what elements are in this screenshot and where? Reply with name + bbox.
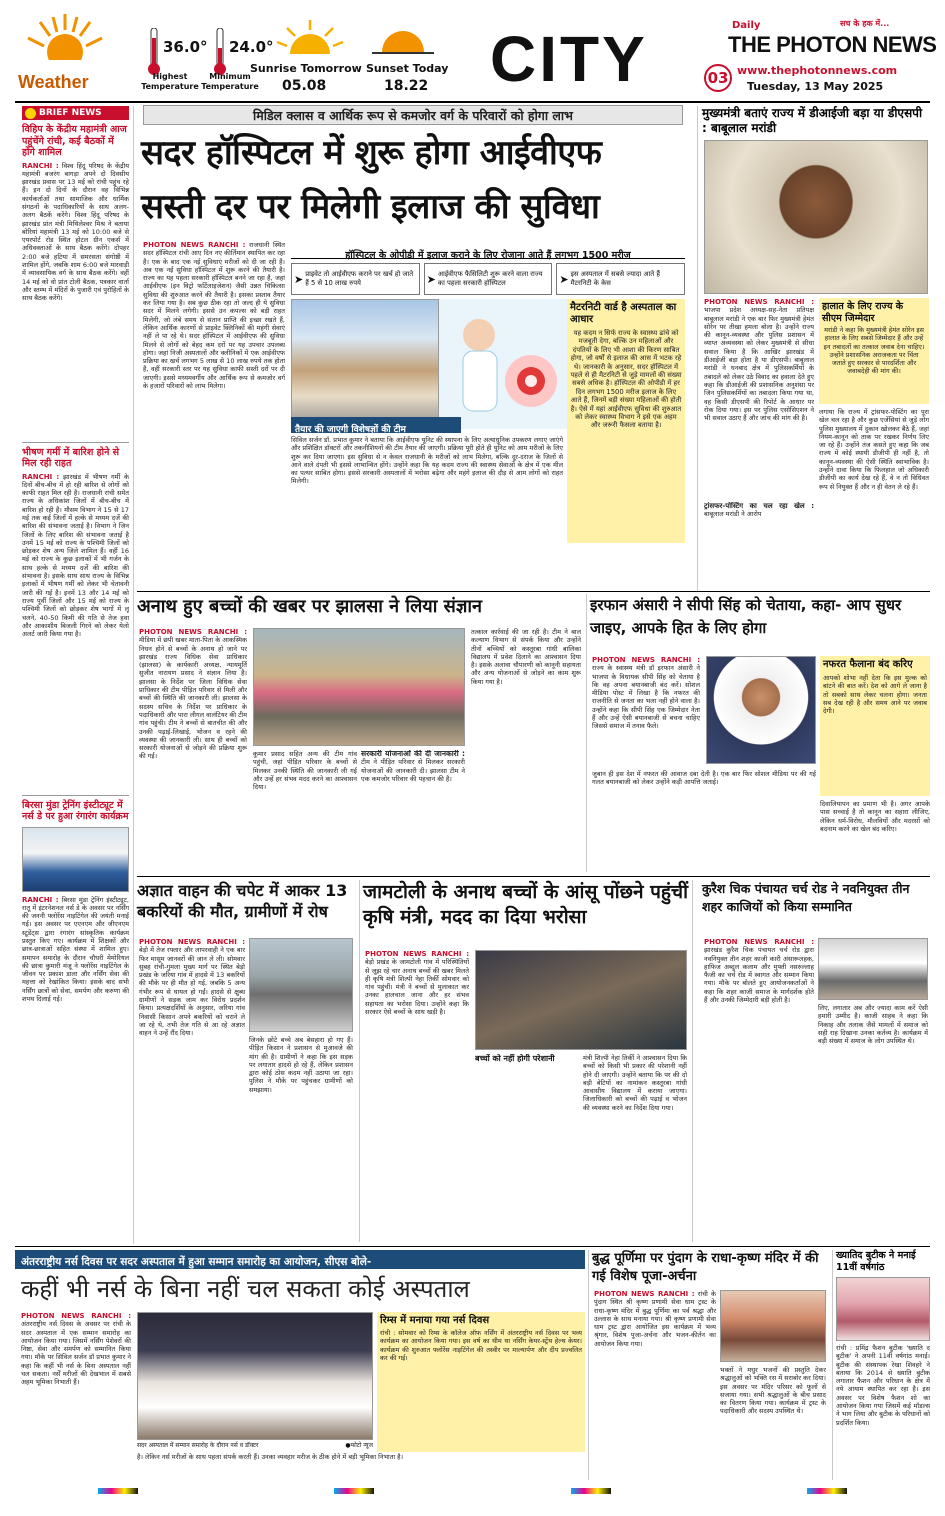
- goat-story: [137, 880, 355, 1242]
- lead-point: [291, 263, 420, 295]
- cm-callout: [819, 298, 929, 404]
- irfan-callout-head: नफरत फैलाना बंद करिए: [823, 659, 913, 670]
- kurrish-story: [702, 880, 930, 1242]
- section-divider: [137, 876, 930, 877]
- column-divider: [586, 594, 587, 872]
- lead-point-text: आईवीएफ फैसिलिटी शुरू करने वाला राज्य का पहला सरकारी हॉस्पिटल: [437, 270, 543, 287]
- lead-byline: PHOTON NEWS RANCHI :: [143, 241, 246, 249]
- registration-dot: [807, 1488, 847, 1494]
- rims-head: रिम्स में मनाया गया नर्स दिवस: [380, 1315, 490, 1326]
- boutique-photo: [836, 1277, 930, 1341]
- jamtoli-headline: जामटोली के अनाथ बच्चों के आंसू पोंछने पहुंचीं कृषि मंत्री, मदद का दिया भरोसा: [363, 881, 688, 928]
- thermometer-min-icon: [214, 28, 226, 76]
- rims-box: [377, 1312, 585, 1452]
- column-divider: [588, 1250, 589, 1480]
- jamtoli-sub: [475, 1054, 579, 1238]
- buddha-body-2: भक्तों ने मधुर भजनों की प्रस्तुति देकर श्रद्धालुओं को भक्ति रस में सराबोर कर दिया। इस अवसर पर मंदिर परिसर को फूलों से सजाया गया। सभी श्रद्धालुओं के बीच प्रसाद का वितरण किया गया। कार्यक्रम में ट्रस्ट के पदाधिकारी और सदस्य उपस्थित थे।: [720, 1366, 826, 1416]
- lead-story: [137, 103, 690, 590]
- goat-body-text: बेड़ो में तेज रफ्तार और लापरवाही ने एक बार फिर मासूम जानवरों की जान ले ली। सोमवार सुबह रांची-गुमला मुख्य मार्ग पर स्थित बेड़ो प्रखंड के जरिया गांव में हादसे में 13 बकरियों की मौके पर ही मौत हो गई, जबकि 5 अन्य गंभीर रूप से घायल हो गईं। हादसे से क्षुब्ध ग्रामीणों ने सड़क जाम कर विरोध प्रदर्शन किया। प्रत्यक्षदर्शियों के अनुसार, जरिया गांव निवासी किसान अपने बकरियों को चराने ले जा रहे थे, तभी तेज गति से आ रहे अज्ञात वाहन ने उन्हें रौंद दिया।: [139, 946, 245, 1038]
- irfan-story: [590, 594, 930, 872]
- orphan-body-text: मीडिया में छपी खबर माता-पिता के आकस्मिक निधन होने से बच्चों के अनाथ हो जाने पर झारखंड राज्य विधिक सेवा प्राधिकार (झालसा) के कार्यकारी अध्यक्ष, न्यायमूर्ति सुजीत नारायण प्रसाद ने संज्ञान लिया है। झालसा के निर्देश पर जिला विधिक सेवा प्राधिकार की टीम पीड़ित परिवार से मिली और बच्चों की स्थिति की जानकारी ली। झालसा के सदस्य सचिव के निर्देश पर प्राधिकार के पदाधिकारी और पारा लीगल वालंटियर की टीम गांव पहुंची। टीम ने बच्चों से बातचीत की और उनकी पढ़ाई-लिखाई, भोजन व रहने की व्यवस्था की जानकारी ली। साथ ही बच्चों को सरकारी योजनाओं से जोड़ने की प्रक्रिया शुरू की गई।: [139, 636, 247, 761]
- min-temp-label: Minimum Temperature: [201, 72, 259, 91]
- nurse-headline: कहीं भी नर्स के बिना नहीं चल सकता कोई अस्पताल: [21, 1275, 470, 1303]
- goat-headline: अज्ञात वाहन की चपेट में आकर 13 बकरियों की मौत, ग्रामीणों में रोष: [137, 881, 348, 921]
- maternity-text: यह कदम न सिर्फ राज्य के स्वास्थ्य ढांचे को मजबूती देगा, बल्कि उन महिलाओं और दंपतियों के लिए भी आशा की किरण साबित होगा, जो वर्षों से इलाज की आस में भटक रहे थे। जानकारी के अनुसार, सदर हॉस्पिटल में पहले से ही मैटरनिटी से जुड़े मामलों की संख्या सबसे अधिक है। हॉस्पिटल की ओपीडी में हर दिन लगभग 1500 मरीज इलाज के लिए आते हैं, जिनमें बड़ी संख्या महिलाओं की होती है। ऐसे में यहां आईवीएफ सुविधा की शुरुआत को लेकर स्वास्थ्य विभाग ने इसे एक अहम और जरूरी फैसला बताया है।: [570, 329, 682, 430]
- lead-point: [556, 263, 685, 295]
- brief-headline: विहिप के केंद्रीय महामंत्री आज पहुंचेंगे रांची, कई बैठकों में होंगे शामिल: [22, 124, 127, 158]
- cm-headline: मुख्यमंत्री बताएं राज्य में डीआईजी बड़ा या डीएसपी : बाबूलाल मरांडी: [702, 106, 923, 135]
- daily-label: Daily: [732, 20, 761, 31]
- lead-body-text: राजधानी स्थित सदर हॉस्पिटल रांची आए दिन नए कीर्तिमान स्थापित कर रहा है। एक के बाद एक नई सुविधाएं मरीजों को दी जा रही हैं। अब एक नई सुविधा हॉस्पिटल में शुरू करने की तैयारी है। राज्य का यह पहला सरकारी हॉस्पिटल बनने जा रहा है, जहां आईवीएफ (इन विट्रो फर्टिलाइजेशन) जैसी उन्नत चिकित्सा सुविधा की शुरुआत करने की तैयारी है। इसका प्रस्ताव तैयार कर लिया गया है। सब कुछ ठीक रहा तो जल्द ही ये सुविधा सदर में मिलने लगेगी। इससे उन कपल्स को बड़ी राहत मिलेगी, जो लंबे समय से संतान प्राप्ति की इच्छा रखते हैं, लेकिन आर्थिक कारणों से प्राइवेट क्लिनिकों की महंगी सेवाएं नहीं ले पा रहे थे। सदर हॉस्पिटल में आईवीएफ की सुविधा मिलने से लोगों को बेहद कम दरों पर यह उपचार उपलब्ध होगा। जहां निजी अस्पतालों और क्लीनिकों में एक आईवीएफ प्रक्रिया का खर्च लगभग 5 लाख से 10 लाख रुपये तक होता है, वहीं सरकारी स्तर पर यह सुविधा काफी सस्ती दरों पर दी जाएगी। इससे मध्यमवर्गीय और आर्थिक रूप से कमजोर वर्ग के हजारों परिवारों को लाभ मिलेगा।: [143, 241, 285, 391]
- buddha-body: [594, 1290, 716, 1480]
- jamtoli-photo: [475, 950, 687, 1050]
- brief-text: विश्व हिंदू परिषद के केंद्रीय महामंत्री बजरंग बागड़ा अपने दो दिवसीय झारखंड प्रवास पर 13 मई को रांची पहुंच रहे हैं। इन दो दिनों के दौरान वह विभिन्न कार्यकर्ताओं तथा सामाजिक और धार्मिक संगठनों के पदाधिकारियों के साथ अलग-अलग बैठकें करेंगे। विश्व हिंदू परिषद के झारखंड प्रांत मंत्री मिथिलेश्वर मिश्र ने बताया बोरियां महामंत्री 13 मई को 10:00 बजे से एयरपोर्ट रोड स्थित होटल ग्रीन एकर्स में अधिवक्ताओं के साथ बैठक करेंगे। दोपहर 2:00 बजे हटिया में समरसता संगोष्ठी में शामिल होंगे, जबकि शाम 6:00 बजे मारवाड़ी में व्यावसायिक वर्ग के साथ बैठक करेंगे। वहीं 14 मई को वो प्रांत टोली बैठक, पत्रकार वार्ता और स्तम्भ में मंदिरों के पुजारी एवं पुरोहितों के साथ बैठक करेंगे।: [22, 161, 129, 303]
- thermometer-high-icon: [148, 28, 160, 76]
- cm-body: [704, 298, 814, 498]
- orphan-photo: [253, 628, 465, 746]
- section-title: CITY: [490, 23, 648, 95]
- kurrish-body-text: झारखंड कुरैश चिक पंचायत चर्च रोड द्वारा नवनियुक्त तीन शहर काजी कारी अंसारूलहक, हाफिज अब्दुल कलाम और मुफ्ती नसरुल्लाह फैजी का चर्च रोड में स्वागत और सम्मान किया गया। मौके पर बोलते हुए आयोजनकर्ताओं ने कहा कि शहर काजी समाज के मार्गदर्शक होते हैं और उनकी जिम्मेदारी बड़ी होती है।: [704, 946, 814, 1005]
- highest-temp-label: Highest Temperature: [141, 72, 199, 91]
- irfan-headline: इरफान अंसारी ने सीपी सिंह को चेताया, कहा- आप सुधर जाइए, आपके हित के लिए होगा: [590, 596, 902, 637]
- boutique-story: [836, 1250, 930, 1480]
- brief-item-3: [22, 795, 129, 1156]
- goat-body-2: जिनके छोटे बच्चे अब बेसहारा हो गए हैं। पीड़ित किसान ने प्रशासन से मुआवजे की मांग की है। ग्रामीणों ने कहा कि इस सड़क पर लगातार हादसे हो रहे हैं, लेकिन प्रशासन द्वारा कोई ठोस कदम नहीं उठाया जा रहा। पुलिस ने मौके पर पहुंचकर ग्रामीणों को समझाया।: [249, 1036, 353, 1094]
- nurse-caption-left: सदर अस्पताल में सम्मान समारोह के दौरान नर्स व डॉक्टर: [137, 1442, 259, 1449]
- column-divider: [133, 106, 134, 1244]
- nurse-body-2: है। लेकिन नर्स मरीजों के साथ पहला संपर्क करती हैं। उनका व्यवहार मरीज के ठीक होने में बड़ी भूमिका निभाता है।: [137, 1453, 404, 1461]
- cm-body-2: लगाया कि राज्य में ट्रांसफर-पोस्टिंग का पूरा खेल चल रहा है और कुछ एजेंसियां से जुड़े लोग पुलिस मुख्यालय में दुकान खोलकर बैठे हैं, जहां नियम-कानून को ताक पर रखकर निर्णय लिए जा रहे हैं। उन्होंने तंज कसते हुए कहा कि जब राज्य में कोई स्थायी डीजीपी ही नहीं है, तो कानून-व्यवस्था की ऐसी स्थिति स्वाभाविक है। उन्होंने दावा किया कि फिलहाल जो अधिकारी डीजीपी का कार्य देख रहे हैं, वे न तो विधिवत रूप से नियुक्त हैं और न ही वेतन ले रहे हैं।: [819, 408, 929, 491]
- team-bar: [291, 417, 461, 433]
- irfan-callout-text: आपको शोभा नहीं देता कि इस मुल्क को बांटने की बात करें। देश को आगे ले जाना है तो सबको साथ लेकर चलना होगा। जनता सब देख रही है और समय आने पर जवाब देगी।: [823, 674, 927, 716]
- jamtoli-body-text: बेड़ो प्रखंड के जामटोली गांव में परिस्थितियों से जूझ रहे चार अनाथ बच्चों की खबर मिलते ही कृषि मंत्री शिल्पी नेहा तिर्की सोमवार को गांव पहुंचीं। मंत्री ने बच्चों से मुलाकात कर उनका हालचाल जाना और हर संभव सहायता का भरोसा दिया। उन्होंने कहा कि सरकार ऐसे बच्चों के साथ खड़ी है।: [365, 958, 469, 1017]
- orphan-body: [139, 628, 247, 872]
- irfan-body-text: राज्य के स्वास्थ्य मंत्री डॉ इरफान अंसारी ने भाजपा के विधायक सीपी सिंह को चेताया है कि वह अपना बयानबाजी बंद करें। सोशल मीडिया पोस्ट में लिखा है कि नफरत की राजनीति से जनता का भला नहीं होने वाला है। उन्होंने कहा कि सीपी सिंह एक जिम्मेदार नेता हैं और उन्हें ऐसी बयानबाजी से बचना चाहिए जिससे समाज में तनाव फैले।: [592, 664, 700, 731]
- website-url[interactable]: www.thephotonnews.com: [737, 64, 898, 77]
- marandi-photo: [704, 140, 928, 294]
- column-divider: [692, 880, 693, 1242]
- buddha-photo: [720, 1290, 826, 1362]
- column-divider: [832, 1250, 833, 1480]
- orphan-body-2: कुमार प्रसाद सहित अन्य की टीम गांव पहुंची, जहां पीड़ित परिवार के बच्चों से मिलकर उनकी स्थिति की जानकारी ली गई और उन्हें हर संभव मदद करने का आश्वासन दिया।: [253, 750, 357, 792]
- column-divider: [359, 880, 360, 1242]
- buddha-story: [592, 1250, 828, 1480]
- arrow-icon: ➤: [559, 272, 569, 286]
- cm-callout-text: मरांडी ने कहा कि मुख्यमंत्री हेमंत सोरेन इस हालात के लिए सबसे जिम्मेदार हैं और उन्हें इन तबादलों का तत्काल जवाब देना चाहिए। उन्होंने प्रशासनिक अराजकता पर चिंता जताते हुए सरकार से पारदर्शिता और जवाबदेही की मांग की।: [823, 326, 925, 376]
- buddha-byline: PHOTON NEWS RANCHI :: [594, 1290, 695, 1298]
- sunset-time: 18.22: [384, 78, 429, 94]
- sunrise-icon: [275, 20, 345, 56]
- team-bar-text: तैयार की जाएगी विशेषज्ञों की टीम: [295, 425, 406, 435]
- nurse-illustration: [439, 299, 567, 429]
- brief-news-label: BRIEF NEWS: [39, 108, 102, 118]
- kurrish-photo: [818, 938, 928, 1000]
- orphan-story: [137, 594, 582, 872]
- tagline: सच के हक में...: [840, 19, 890, 28]
- irfan-body-2: जुबान ही इस देश में नफरत की आवाज दबा देती है। एक बार फिर सोशल मीडिया पर की गई गलत बयानबाजी को लेकर उन्होंने कड़ी आपत्ति जताई।: [592, 770, 816, 787]
- irfan-callout: [820, 656, 930, 796]
- paper-name: THE PHOTON NEWS: [728, 32, 937, 57]
- rims-text: रांची : सोमवार को रिम्स के कॉलेज ऑफ नर्सिंग में अंतरराष्ट्रीय नर्स दिवस पर भव्य कार्यक्रम का आयोजन किया गया। इस वर्ष का थीम था नर्सिंग केयर-स्ट्रेंथ हेल्थ केयर। कार्यक्रम की शुरुआत फ्लोरेंस नाइटिंगेल की तस्वीर पर माल्यार्पण और दीप प्रज्वलित कर की गई।: [380, 1329, 582, 1362]
- maternity-box: [567, 299, 685, 543]
- goat-photo: [249, 938, 353, 1032]
- brief-headline: बिरसा मुंडा ट्रेनिंग इंस्टीट्यूट में नर्स डे पर हुआ रंगारंग कार्यक्रम: [22, 799, 129, 822]
- goat-byline: PHOTON NEWS RANCHI :: [139, 938, 245, 946]
- lead-sub-bar: [291, 243, 685, 259]
- arrow-icon: ➤: [294, 272, 304, 286]
- team-text: सिविल सर्जन डॉ. प्रभात कुमार ने बताया कि आईवीएफ यूनिट की स्थापना के लिए अत्याधुनिक उपकरण लगाए जाएंगे और प्रशिक्षित डॉक्टरों और तकनीशियनों की टीम तैयार की जाएगी। प्रक्रिया पूरी होते ही यूनिट को आम मरीजों के लिए शुरू कर दिया जाएगा। इस सुविधा से न केवल राजधानी के मरीजों को लाभ मिलेगा, बल्कि दूर-दराज के जिलों से आने वाले दंपती भी इससे लाभान्वित होंगे। उन्होंने कहा कि यह कदम राज्य की स्वास्थ्य सेवाओं के क्षेत्र में एक मील का पत्थर साबित होगा। इससे सरकारी अस्पतालों में भरोसा बढ़ेगा और महंगे इलाज की दौड़ से आम लोगों को राहत मिलेगी।: [291, 436, 563, 486]
- boutique-body: रांची : प्रमिंद्र फैशन बुटीक 'ख्याति द बुटीक' ने अपनी 11वीं वर्षगांठ मनाई। बुटीक की संस्थापक रेखा शिवहरे ने बताया कि 2014 से ख्याति बुटीक लगातार फैशन और परिधान के क्षेत्र में नये आयाम स्थापित कर रहा है। इस अवसर पर विशेष फैशन शो का आयोजन किया गया जिसमें कई मॉडल्स ने भाग लिया और बुटीक के परिधानों को प्रदर्शित किया।: [836, 1344, 930, 1427]
- brief-item-1: [22, 124, 129, 436]
- orphan-scheme: [361, 750, 465, 872]
- nurse-body: [21, 1312, 131, 1480]
- irfan-byline: PHOTON NEWS RANCHI :: [592, 656, 700, 664]
- lead-sub-bar-text: हॉस्पिटल के ओपीडी में इलाज कराने के लिए रोजाना आते हैं लगभग 1500 मरीज: [345, 250, 631, 261]
- lead-headline-2: सस्ती दर पर मिलेगी इलाज की सुविधा: [141, 187, 600, 227]
- nurse-body-text: अंतरराष्ट्रीय नर्स दिवस के अवसर पर रांची के सदर अस्पताल में एक सम्मान समारोह का आयोजन किया गया। जिसमें नर्सिंग पेशेवरों की निष्ठा, सेवा और समर्पण को सम्मानित किया गया। मौके पर सिविल सर्जन डॉ प्रभात कुमार ने कहा कि कहीं भी नर्स के बिना अस्पताल नहीं चल सकता। नर्सें मरीजों की देखभाल में सबसे अहम भूमिका निभाती हैं।: [21, 1320, 131, 1387]
- lead-kicker-text: मिडिल क्लास व आर्थिक रूप से कमजोर वर्ग के परिवारों को होगा लाभ: [253, 107, 573, 123]
- irfan-body: [592, 656, 700, 764]
- lead-points: [291, 263, 685, 295]
- cm-body-text: भाजपा प्रदेश अध्यक्ष-सह-नेता प्रतिपक्ष बाबूलाल मरांडी ने एक बार फिर मुख्यमंत्री हेमंत सोरेन पर तीखा हमला बोला है। उन्होंने राज्य की कानून-व्यवस्था और पुलिस प्रशासन में व्याप्त अव्यवस्था को लेकर मुख्यमंत्री से सीधा सवाल किया है कि आखिर झारखंड में डीआईजी बड़ा होता है या डीएसपी। बाबूलाल मरांडी ने धनबाद क्षेत्र में पुलिसकर्मियों के तबादले को लेकर उठे विवाद का हवाला देते हुए कहा कि डीआईजी की प्रशासनिक अनुशंसा पर जिन पुलिसकर्मियों का तबादला किया गया था, वह किसी डीएसपी की रिपोर्ट के आधार पर रोक दिया गया। इस पर पुलिस एसोसिएशन ने भी सवाल उठाए हैं और जांच की मांग की है।: [704, 306, 814, 423]
- weather-sun-icon: [20, 8, 110, 60]
- section-divider: [137, 591, 930, 592]
- maternity-head: मैटरनिटी वार्ड है अस्पताल का आधार: [570, 302, 677, 325]
- hospital-photo: [291, 299, 439, 429]
- page-number: [704, 64, 732, 92]
- jamtoli-body: [365, 950, 469, 1238]
- brief-dateline: RANCHI :: [22, 161, 59, 170]
- highest-temp: 36.0°: [163, 38, 208, 56]
- lead-body: [143, 241, 285, 586]
- page-number-text: 03: [707, 69, 729, 87]
- sunset-label: Sunset Today: [366, 62, 449, 75]
- column-divider: [697, 106, 698, 591]
- orphan-body-3: तत्काल कार्रवाई की जा रही है। टीम ने बाल कल्याण विभाग से संपर्क किया और उन्होंने तीनों बच्चियों को कस्तूरबा गांधी बालिका विद्यालय में प्रवेश दिलाने का आश्वासन दिया है। इसके अलावा चौपारणी को कानूनी सहायता और अन्य योजनाओं से जोड़ने का काम शुरू किया गया है।: [471, 628, 581, 686]
- cm-sub: [704, 502, 814, 536]
- orphan-byline: PHOTON NEWS RANCHI :: [139, 628, 247, 636]
- print-registration-bar: [0, 1484, 945, 1498]
- brief-body: [22, 896, 129, 1156]
- nurse-photo: [137, 1312, 373, 1440]
- buddha-headline: बुद्ध पूर्णिमा पर पुंदाग के राधा-कृष्ण मंदिर में की गई विशेष पूजा-अर्चना: [592, 1251, 819, 1284]
- sunrise-label: Sunrise Tomorrow: [250, 62, 362, 75]
- kurrish-headline: कुरैश चिक पंचायत चर्च रोड ने नवनियुक्त तीन शहर काजियों को किया सम्मानित: [702, 881, 910, 914]
- brief-text: बिरसा मुंडा ट्रेनिंग इंस्टीट्यूट, रातू में इंटरनेशनल नर्स डे के अवसर पर नर्सिंग की जननी फ्लोरेंस नाइटिंगेल की जयंती मनाई गई। इस अवसर पर एएनएम और जीएनएम स्टूडेंट्स द्वारा रंगारंग सांस्कृतिक कार्यक्रम प्रस्तुत किए गए। कार्यक्रम में शिक्षकों और छात्र-छात्राओं सहित संस्था में शामिल हुए। समापन समारोह के दौरान चौधरी मेमोरियल की छात्रा कुमारी मंजू ने फ्लोरेंस नाइटिंगेल के जीवन पर प्रकाश डाला और नर्सिंग सेवा की महत्ता को रेखांकित किया। इसके बाद सभी नर्सिंग छात्रों को सेवा, समर्पण और करुणा की शपथ दिलाई गई।: [22, 895, 129, 1004]
- paper-date: Tuesday, 13 May 2025: [747, 80, 884, 93]
- jamtoli-byline: PHOTON NEWS RANCHI :: [365, 950, 469, 958]
- cm-sub-text: बाबूलाल मरांडी ने आरोप: [704, 510, 762, 519]
- jamtoli-story: [363, 880, 688, 1242]
- sunrise-time: 05.08: [282, 78, 327, 94]
- nurse-kicker: [15, 1250, 585, 1269]
- jamtoli-sub-head: बच्चों को नहीं होगी परेशानी: [475, 1054, 555, 1063]
- buddha-body-text: रांची के पुंदाग स्थित श्री कृष्ण प्रणामी सेवा धाम ट्रस्ट के राधा-कृष्ण मंदिर में बुद्ध पूर्णिमा का पर्व श्रद्धा और उल्लास के साथ मनाया गया। श्री कृष्ण प्रणामी सेवा धाम ट्रस्ट द्वारा आयोजित इस कार्यक्रम में भव्य श्रृंगार, विशेष पूजा-अर्चना और भजन-कीर्तन का आयोजन किया गया।: [594, 1290, 716, 1348]
- section-divider: [15, 1246, 930, 1247]
- boutique-headline: ख्यातिद बुटीक ने मनाई 11वीं वर्षगांठ: [836, 1250, 916, 1273]
- cm-story: [702, 106, 930, 588]
- lead-point-text: प्राइवेट तो आईवीएफ कराने पर खर्च हो जाते हैं 5 से 10 लाख रुपये: [305, 270, 414, 287]
- brief-body: [22, 473, 129, 789]
- cm-sub-head: ट्रांसफर-पोस्टिंग का चल रहा खेल :: [704, 502, 814, 510]
- brief-dateline: RANCHI :: [22, 895, 59, 904]
- sunset-icon: [368, 22, 438, 56]
- brief-item-2: [22, 442, 129, 789]
- irfan-body-3: दिवालियापन का प्रमाण भी है। अगर आपके पास सच्चाई है तो कानून का सहारा लीजिए, लेकिन धर्म-विरोध, मौलवियों और मदरसों को बदनाम करने का खेल बंद करिए।: [820, 800, 930, 833]
- registration-dot: [98, 1488, 138, 1494]
- brief-dateline: RANCHI :: [22, 472, 60, 481]
- orphan-scheme-head: सरकारी योजनाओं की दी जानकारी :: [361, 750, 465, 758]
- brief-headline: भीषण गर्मी में बारिश होने से मिल रही राहत: [22, 446, 120, 469]
- nurse-story: [15, 1250, 585, 1480]
- brief-text: झारखंड में भीषण गर्मी के दिनों बीच-बीच में हो रही बारिश से लोगों को काफी राहत मिल रही है। राजधानी रांची समेत राज्य के अधिकांश जिलों में बीच-बीच में बारिश हो रही है। मौसम विभाग ने 15 से 17 मई तक कई जिलों में हल्के से मध्यम दर्जे की बारिश की संभावना जताई है। विभाग ने जिन जिलों के लिए बारिश की संभावना जताई है उनमें 15 मई को राज्य के पश्चिमी जिलों को छोड़कर शेष अन्य जिले शामिल हैं। वहीं 16 मई को राज्य के कुछ इलाकों में भी गर्जन के साथ हल्के से मध्यम दर्जे की बारिश की संभावना है। इसके साथ साथ राज्य के विभिन्न इलाकों में भीषण गर्मी को लेकर भी चेतावनी जारी की गई है। इनमें 13 और 14 मई को राज्य पूर्वी जिलों और 15 मई को राज्य के पश्चिमी जिलों को छोड़कर शेष भागों में लू चलने, 40-50 किमी की गति से तेज हवा और आकाशीय बिजली गिरने को लेकर येलो अलर्ट जारी किया गया है।: [22, 472, 129, 639]
- nurse-caption-right: ●फोटो न्यूज: [345, 1442, 373, 1449]
- lead-point-text: इस अस्पताल में सबसे ज्यादा आते हैं मैटरनिटी के केस: [570, 270, 660, 287]
- min-temp: 24.0°: [229, 38, 274, 56]
- lead-kicker: [143, 105, 683, 125]
- goat-body: [139, 938, 245, 1238]
- nurse-kicker-text: अंतरराष्ट्रीय नर्स दिवस पर सदर अस्पताल में हुआ सम्मान समारोह का आयोजन, सीएस बोले-: [21, 1256, 372, 1268]
- lead-headline-1: सदर हॉस्पिटल में शुरू होगा आईवीएफ: [141, 133, 602, 173]
- jamtoli-body-2: मंत्री शिल्पी नेहा तिर्की ने आश्वासन दिया कि बच्चों को किसी भी प्रकार की परेशानी नहीं होने दी जाएगी। उन्होंने बताया कि पर की दो बड़ी बेटियों का नामांकन कस्तूरबा गांधी आवासीय विद्यालय में कराया जाएगा। जिलाधिकारी को बच्चों की पढ़ाई व भोजन की व्यवस्था करने का निर्देश दिया गया।: [583, 1054, 687, 1112]
- registration-dot: [334, 1488, 374, 1494]
- brief-news-badge-icon: [25, 108, 36, 119]
- masthead: [0, 0, 945, 105]
- weather-label: Weather: [18, 72, 89, 92]
- lead-point: [424, 263, 553, 295]
- nurse-caption: [137, 1441, 373, 1451]
- kurrish-byline: PHOTON NEWS RANCHI :: [704, 938, 814, 946]
- brief-news-badge: [22, 106, 129, 120]
- orphan-headline: अनाथ हुए बच्चों की खबर पर झालसा ने लिया संज्ञान: [137, 596, 483, 617]
- arrow-icon: ➤: [426, 272, 436, 286]
- kurrish-body-2: लिए, लगातार अब और ज्यादा काम करें ऐसी हमारी उम्मीद है। काजी साहब ने कहा कि निकाह और तलाक जैसे मामलों में समाज को सही राह दिखाना उनका कर्तव्य है। कार्यक्रम में बड़ी संख्या में समाज के लोग उपस्थित थे।: [818, 1004, 928, 1046]
- cm-callout-head: हालात के लिए राज्य के सीएम जिम्मेदार: [822, 301, 904, 324]
- kurrish-body: [704, 938, 814, 1238]
- brief-body: [22, 162, 129, 436]
- orphan-scheme-text: टीम ने पीड़ित परिवार से मिलकर सरकारी योजनाओं की जानकारी दी। झालसा टीम ने एक कमजोर परिवार की पहचान की है।: [361, 758, 465, 783]
- irfan-photo: [706, 656, 816, 764]
- brief-photo: [22, 827, 129, 892]
- nurse-byline: PHOTON NEWS RANCHI :: [21, 1312, 131, 1320]
- registration-dot: [571, 1488, 611, 1494]
- cm-byline: PHOTON NEWS RANCHI :: [704, 298, 814, 306]
